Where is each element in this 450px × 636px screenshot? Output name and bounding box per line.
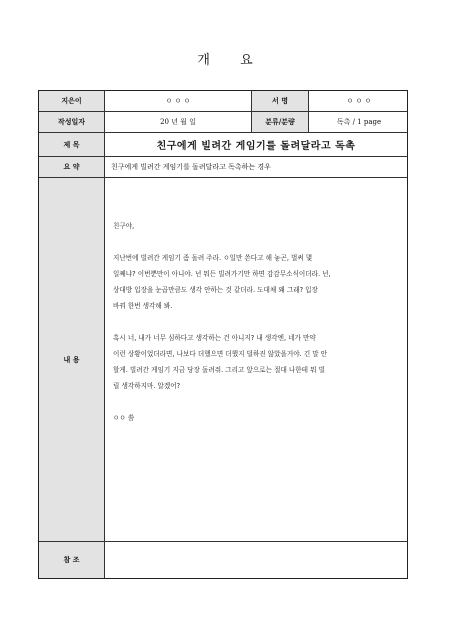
- content-blank-line: [113, 314, 399, 330]
- content-line: 이런 상황이었더라면, 나보다 더했으면 더했지 덜하진 않았을거야. 긴 말 안: [113, 350, 328, 358]
- reference-label: 참 조: [39, 542, 105, 578]
- content-blank-line: [113, 234, 399, 250]
- content-line: 친구야,: [113, 222, 135, 230]
- date-label: 작성일자: [39, 112, 105, 132]
- content-line: 일째냐? 이번뿐만이 아니야. 넌 뭐든 빌려가기만 하면 감감무소식이더라. 넌,: [113, 270, 331, 278]
- category-value: 독촉 / 1 page: [336, 118, 382, 126]
- book-title-value: ㅇ ㅇ ㅇ: [346, 97, 372, 105]
- summary-label: 요 약: [39, 157, 105, 177]
- subject-label: 제 목: [39, 133, 105, 156]
- content-line: 지난번에 빌려간 게임기 좀 돌려 주라. ㅇ일만 쓴다고 해 놓곤, 벌써 몇: [113, 254, 313, 262]
- content-label: 내 용: [39, 178, 105, 541]
- date-value: 20 년 월 일: [160, 118, 196, 126]
- author-label: 지은이: [39, 91, 105, 111]
- subject-value: 친구에게 빌려간 게임기를 돌려달라고 독촉: [156, 141, 356, 152]
- row-author: [39, 91, 407, 112]
- row-reference: [39, 542, 407, 578]
- reference-value: [105, 542, 407, 578]
- content-line: 상대방 입장을 눈곱만큼도 생각 안하는 것 같더라. 도대체 왜 그래? 입장: [113, 286, 318, 294]
- row-summary: [39, 157, 407, 178]
- content-signature: ㅇㅇ 씀: [113, 414, 135, 422]
- content-line: 혹시 너, 내가 너무 심하다고 생각하는 건 아니지? 내 생각엔, 네가 만약: [113, 334, 316, 342]
- content-blank-line: [113, 394, 399, 410]
- summary-form-table: [38, 90, 408, 579]
- row-date: [39, 112, 407, 133]
- author-value: ㅇ ㅇ ㅇ: [165, 97, 191, 105]
- row-subject: [39, 133, 407, 157]
- book-title-label: 서 명: [251, 91, 309, 111]
- content-body: [105, 178, 407, 541]
- document-title: 개 요: [197, 53, 253, 68]
- summary-value: 친구에게 빌려간 게임기를 돌려달라고 독촉하는 경우: [111, 163, 271, 171]
- row-content: [39, 178, 407, 542]
- content-line: 릴 생각하지마. 알겠어?: [113, 382, 181, 390]
- content-line: 바꿔 한번 생각해 봐.: [113, 302, 173, 310]
- category-label: 분류/분량: [251, 112, 309, 132]
- content-line: 할게. 빌려간 게임기 지금 당장 돌려줘. 그리고 앞으로는 절대 나한테 뭐 빌: [113, 366, 325, 374]
